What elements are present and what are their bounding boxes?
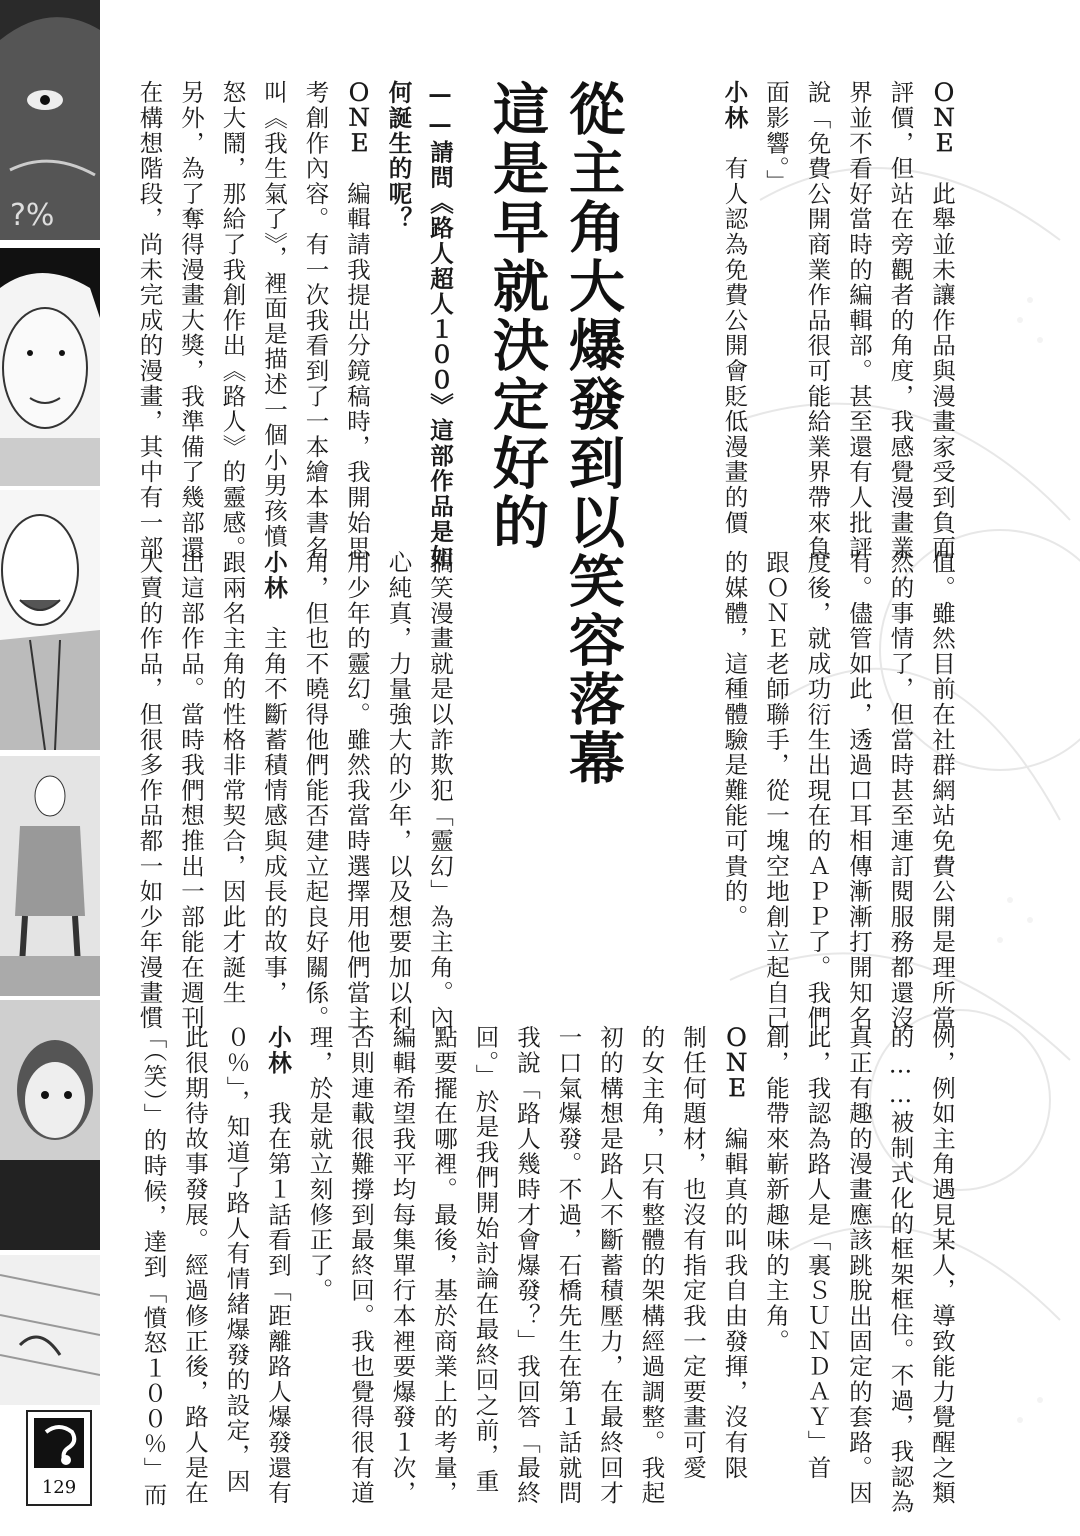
manga-caption: ?%: [10, 198, 55, 233]
interview-question: ——請問《路人超人１００》這部作品是如: [426, 80, 454, 570]
ghost-emblem-icon: [34, 1418, 84, 1468]
speaker-kobayashi: 小林: [260, 550, 288, 601]
section2-top: ——請問《路人超人１００》這部作品是如 何誕生的呢？ ＯＮＥ 編輯請我提出分鏡稿時，我開始思 考創作內容。有一次我看到了一本繪本書名 叫《我生氣了》，裡面是描述一個小男孩憤 怒大鬧，那給了我創作出《路人》的靈感。 另外，為了奪得漫畫大獎，我準備了幾部還 在構想階段，尚未完成的漫畫，其中有一部: [128, 80, 460, 540]
manga-panel-2: [0, 248, 100, 486]
page-number: 129: [41, 1477, 77, 1498]
manga-panel-5: [0, 1000, 100, 1250]
manga-panel-4: [0, 756, 100, 996]
speaker-kobayashi: 小林: [264, 1025, 292, 1076]
manga-strip: [0, 0, 100, 1536]
section1-top: ＯＮＥ 此舉並未讓作品與漫畫家受到負面 評價，但站在旁觀者的角度，我感覺漫畫業 界並不看好當時的編輯部。甚至還有人批評 說「免費公開商業作品很可能給業界帶來負 面影響。」 小林 有人認為免費公開會貶低漫畫的價: [720, 80, 956, 561]
article-headline: [478, 80, 630, 788]
speaker-kobayashi: 小林: [720, 80, 749, 131]
speaker-one: ＯＮＥ: [720, 1025, 749, 1101]
page-number-box: [26, 1410, 92, 1506]
manga-panel-3: [0, 490, 100, 750]
headline-line-2: 這是早就決定好的: [484, 80, 549, 552]
section3: 例，例如主角遇見某人，導致能力覺醒之類 的……被制式化的框架框住。不過，我認為 真正有趣的漫畫應該跳脫出固定的套路。因 此，我認為路人是「裏ＳＵＮＤＡＹ」首 創，能帶來嶄新趣味的主角。 ＯＮＥ 編輯真的叫我自由發揮，沒有限 制任何題材，也沒有指定我一定要畫可愛 的女主角，只有整體的架構經過調整。我起 初的構想是路人不斷蓄積壓力，在最終回才 一口氣爆發。不過，石橋先生在第１話就問 我說「路人幾時才會爆發？」我回答「最終 回。」於是我們開始討論在最終回之前，重 點要擺在哪裡。最後，基於商業上的考量， 編輯希望我平均每集單行本裡要爆發１次， 否則連載很難撐到最終回。我也覺得很有道 理，於是就立刻修正了。 小林 我在第１話看到「距離路人爆發還有 ０％」，知道了路人有情緒爆發的設定，因 此很期待故事發展。經過修正後，路人是在 「（笑）」的時候，達到「憤怒１００％」而: [139, 1025, 956, 1515]
speaker-one: ＯＮＥ: [343, 80, 371, 156]
manga-panel-1: [0, 0, 100, 240]
speaker-one: ＯＮＥ: [928, 80, 956, 156]
manga-panel-6: [0, 1255, 100, 1405]
section1-bottom: 值。雖然目前在社群網站免費公開是理所當 然的事情了，但當時甚至連訂閱服務都還沒 有。儘管如此，透過口耳相傳漸漸打開知名 度後，就成功衍生出現在的ＡＰＰ了。我們 跟ＯＮＥ老師聯手，從一塊空地創立起自己 的媒體，這種體驗是難能可貴的。: [720, 550, 956, 1031]
headline-line-1: 從主角大爆發到以笑容落幕: [560, 80, 625, 788]
section2-middle: 搞笑漫畫就是以詐欺犯「靈幻」為主角。內 心純真，力量強大的少年，以及想要加以利 用少年的靈幻。雖然我當時選擇用他們當主 角，但也不曉得他們能否建立起良好關係。 小林 主角不斷蓄積情感與成長的故事， 跟兩名主角的性格非常契合，因此才誕生 出這部作品。當時我們想推出一部能在週刊 大賣的作品，但很多作品都一如少年漫畫慣: [135, 550, 454, 1031]
